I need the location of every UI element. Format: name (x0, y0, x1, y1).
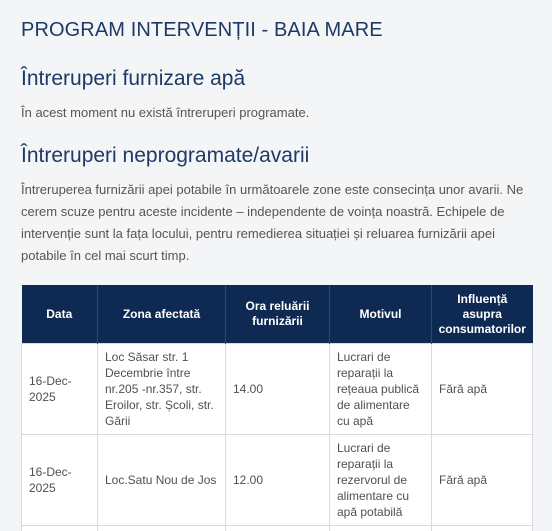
cell-date: 16-Dec-2025 (22, 344, 98, 435)
table-row (22, 526, 533, 531)
cell-zone (98, 526, 226, 531)
cell-restore-time: 14.00 (226, 344, 330, 435)
cell-impact: Fără apă (432, 435, 533, 526)
cell-zone: Loc.Satu Nou de Jos (98, 435, 226, 526)
unplanned-interruptions-heading: Întreruperi neprogramate/avarii (21, 144, 310, 167)
header-impact: Influență asupra consumatorilor (432, 285, 533, 344)
cell-restore-time (226, 526, 330, 531)
page-title: PROGRAM INTERVENȚII - BAIA MARE (21, 19, 383, 41)
header-restore-time: Ora reluării furnizării (226, 285, 330, 344)
cell-date (22, 526, 98, 531)
cell-impact: Fără apă (432, 344, 533, 435)
cell-zone: Loc Săsar str. 1 Decembrie între nr.205 -nr.357, str. Eroilor, str. Școli, str. Gării (98, 344, 226, 435)
cell-reason (330, 526, 432, 531)
table-row (22, 435, 533, 526)
planned-interruptions-text: În acest moment nu există întreruperi programate. (21, 105, 310, 120)
cell-reason: Lucrari de reparații la rezervorul de alimentare cu apă potabilă (330, 435, 432, 526)
header-date: Data (22, 285, 98, 344)
cell-restore-time: 12.00 (226, 435, 330, 526)
cell-impact (432, 526, 533, 531)
table-header (22, 285, 533, 344)
cell-reason: Lucrari de reparații la rețeaua publică de alimentare cu apă (330, 344, 432, 435)
interventions-table (21, 285, 533, 531)
unplanned-interruptions-text: Întreruperea furnizării apei potabile în următoarele zone este consecința unor avarii. Ne cerem scuze pentru aceste incidente – independente de voința noastră. Echipele de intervenție sunt la fața locului, pentru remedierea situației și reluarea furnizării apei potabile în cel mai scurt timp. (21, 182, 524, 263)
header-reason: Motivul (330, 285, 432, 344)
header-zone: Zona afectată (98, 285, 226, 344)
planned-interruptions-heading: Întreruperi furnizare apă (21, 67, 246, 90)
cell-date: 16-Dec-2025 (22, 435, 98, 526)
table-row (22, 344, 533, 435)
